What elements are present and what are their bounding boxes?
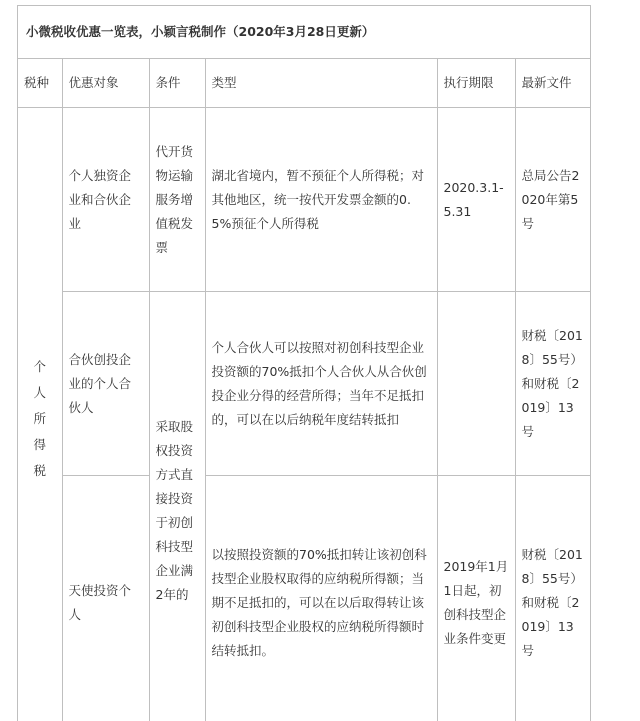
- table-row: [18, 108, 590, 292]
- condition-cell: 代开货物运输服务增值税发票: [149, 108, 205, 292]
- header-cell: 类型: [205, 59, 437, 108]
- target-cell: 天使投资个人: [62, 476, 149, 721]
- doc-cell: 总局公告2020年第5号: [515, 108, 590, 292]
- table-row: [18, 292, 590, 476]
- header-cell: 优惠对象: [62, 59, 149, 108]
- tax-type-char: 所: [33, 411, 46, 426]
- tax-type-char: 得: [33, 437, 46, 452]
- policy-table-frame: [17, 5, 591, 721]
- type-cell: 湖北省境内，暂不预征个人所得税；对其他地区，统一按代开发票金额的0.5%预征个人所得税: [205, 108, 437, 292]
- table-row: [18, 476, 590, 721]
- type-cell: 以按照投资额的70%抵扣转让该初创科技型企业股权取得的应纳税所得额；当期不足抵扣的，可以在以后取得转让该初创科技型企业股权的应纳税所得额时结转抵扣。: [205, 476, 437, 721]
- header-row: [18, 59, 590, 108]
- tax-type-char: 税: [33, 463, 46, 478]
- tax-type-cell: [18, 108, 62, 721]
- table-title: 小微税收优惠一览表，小颖言税制作（2020年3月28日更新）: [18, 6, 590, 59]
- header-cell: 条件: [149, 59, 205, 108]
- header-cell: 税种: [18, 59, 62, 108]
- tax-type-char: 个: [33, 359, 46, 374]
- header-cell: 最新文件: [515, 59, 590, 108]
- policy-table: [18, 59, 590, 721]
- type-cell: 个人合伙人可以按照对初创科技型企业投资额的70%抵扣个人合伙人从合伙创投企业分得的经营所得；当年不足抵扣的，可以在以后纳税年度结转抵扣: [205, 292, 437, 476]
- target-cell: 合伙创投企业的个人合伙人: [62, 292, 149, 476]
- period-cell: [437, 292, 515, 476]
- doc-cell: 财税〔2018〕55号）和财税〔2019〕13号: [515, 292, 590, 476]
- tax-type-char: 人: [33, 385, 46, 400]
- header-cell: 执行期限: [437, 59, 515, 108]
- period-cell: 2020.3.1-5.31: [437, 108, 515, 292]
- target-cell: 个人独资企业和合伙企业: [62, 108, 149, 292]
- period-cell: 2019年1月1日起，初创科技型企业条件变更: [437, 476, 515, 721]
- doc-cell: 财税〔2018〕55号）和财税〔2019〕13号: [515, 476, 590, 721]
- condition-cell: 采取股权投资方式直接投资于初创科技型企业满2年的: [149, 292, 205, 721]
